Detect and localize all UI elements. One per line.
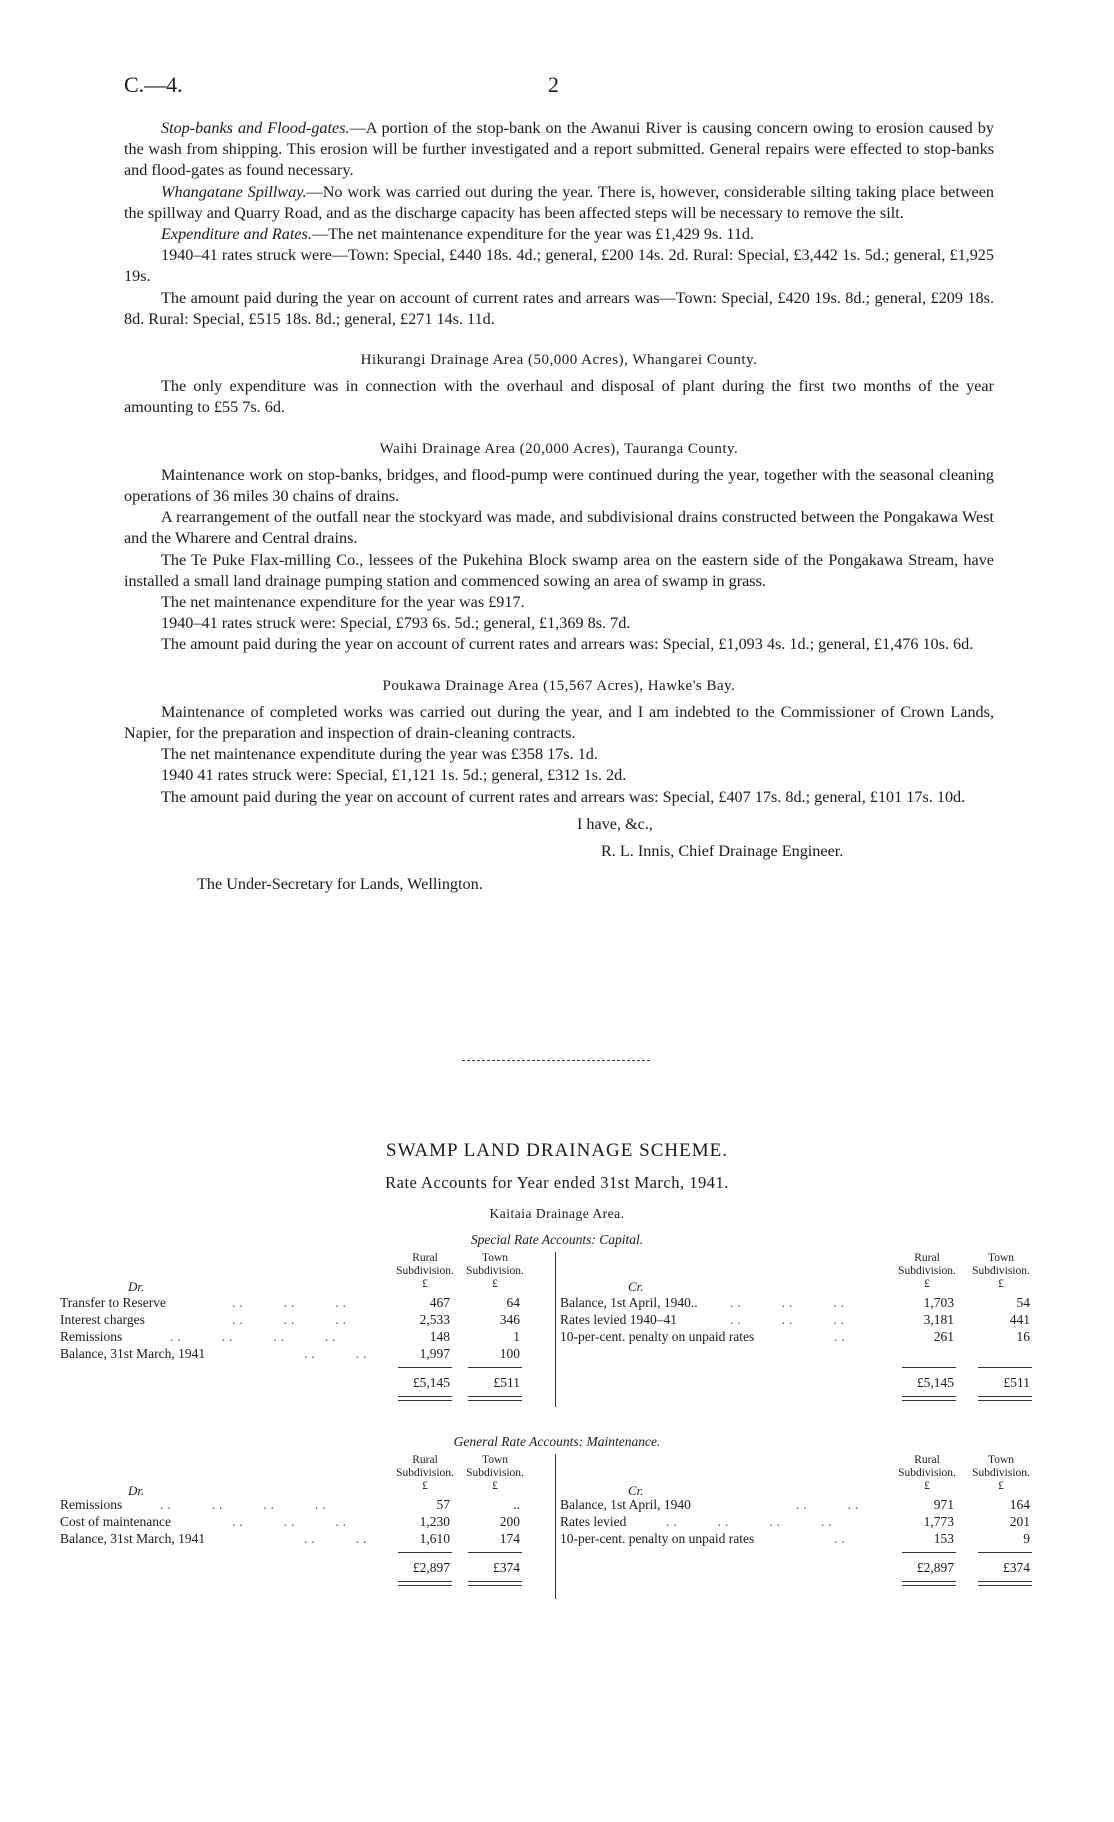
paragraph [124,182,994,224]
paragraph [124,245,994,287]
rural-total: £5,145 [412,1375,450,1390]
debit-row [60,1513,550,1530]
town-column-header: Town Subdivision. [972,1454,1030,1479]
total-rule [398,1581,452,1586]
total-rule [978,1581,1032,1586]
paragraph-text: —No work was carried out during the year. There is, however, considerable silting taking place between the spillway and Quarry Road, and as the discharge capacity has been affected steps will be necessary to remove the silt. [124,182,994,222]
row-label: Interest charges [60,1312,145,1327]
total-rule [902,1581,956,1586]
town-total: £374 [1003,1560,1030,1575]
paragraph: The amount paid during the year on account of current rates and arrears was: Special, £407 17s. 8d.; general, £101 17s. 10d. [161,787,966,806]
town-total: £511 [493,1375,520,1390]
row-label: Cost of maintenance [60,1514,171,1529]
row-label: Balance, 31st March, 1941 [60,1531,206,1546]
debit-row [60,1294,550,1311]
section-heading: Poukawa Drainage Area (15,567 Acres), Hawke's Bay. [382,677,736,694]
leader-dots: .. .. [796,1497,863,1512]
column-divider [555,1454,556,1599]
total-rule [902,1396,956,1401]
town-total: £374 [493,1560,520,1575]
salutation: I have, &c., [577,814,653,833]
row-label: Balance, 1st April, 1940.. [560,1295,698,1310]
paragraph [124,224,994,245]
town-column-header: Town Subdivision. [466,1454,524,1479]
currency-mark: £ [998,1278,1004,1290]
currency-mark: £ [924,1480,930,1492]
total-rule [398,1396,452,1401]
paragraph [124,118,994,182]
rural-value: 57 [436,1497,450,1512]
leader-dots: .. [834,1329,849,1344]
section-heading: Waihi Drainage Area (20,000 Acres), Tauranga County. [379,440,739,457]
account-table [60,1452,1054,1602]
paragraph: The net maintenance expenditute during the year was £358 17s. 1d. [161,745,598,764]
town-value: 1 [513,1329,520,1344]
paragraph-text: 1940–41 rates struck were—Town: Special, £440 18s. 4d.; general, £200 14s. 2d. Rural: Special, £3,442 1s. 5d.; general, £1,925 19s. [124,246,994,286]
paragraph-lead: Expenditure and Rates. [161,225,312,244]
row-label: Balance, 31st March, 1941 [60,1346,206,1361]
subtotal-rule [468,1367,522,1368]
rural-value: 2,533 [419,1312,450,1327]
paragraph: Maintenance of completed works was carried out during the year, and I am indebted to the Commissioner of Crown Lands, Napier, for the preparation and inspection of drain-cleaning contracts. [124,702,994,743]
paragraph-text: The amount paid during the year on account of current rates and arrears was—Town: Special, £420 19s. 8d.; general, £209 18s. 8d. Rural: Special, £515 18s. 8d.; general, £271 14s. 11d. [124,288,994,328]
debit-label: Dr. [128,1279,145,1294]
subtotal-rule [978,1367,1032,1368]
debit-row [60,1311,550,1328]
paragraph: 1940 41 rates struck were: Special, £1,121 1s. 5d.; general, £312 1s. 2d. [161,766,627,785]
currency-mark: £ [422,1278,428,1290]
credit-row [560,1311,1054,1328]
account-table [60,1250,1054,1410]
currency-mark: £ [492,1278,498,1290]
town-column-header: Town Subdivision. [972,1252,1030,1277]
leader-dots: .. .. [304,1531,371,1546]
total-rule [468,1581,522,1586]
rural-total: £5,145 [916,1375,954,1390]
rural-value: 3,181 [923,1312,954,1327]
paragraph-lead: Whangatane Spillway. [161,182,307,201]
debit-row [60,1345,550,1362]
paragraph-text: —A portion of the stop-bank on the Awanui River is causing concern owing to erosion caused by the wash from shipping. This erosion will be further investigated and a report submitted. General repairs were effected to stop-banks and flood-gates as found necessary. [124,119,994,180]
rural-total: £2,897 [916,1560,954,1575]
section-divider [462,1060,650,1061]
debit-label: Dr. [128,1483,145,1498]
rural-column-header: Rural Subdivision. [396,1252,454,1277]
rural-value: 1,997 [419,1346,450,1361]
rural-value: 1,230 [419,1514,450,1529]
credit-row [560,1530,1054,1547]
credit-row [560,1294,1054,1311]
currency-mark: £ [492,1480,498,1492]
report-body [124,118,994,896]
town-value: 9 [1023,1531,1030,1546]
rural-value: 148 [429,1329,450,1344]
paragraph: The amount paid during the year on account of current rates and arrears was: Special, £1,093 4s. 1d.; general, £1,476 10s. 6d. [161,635,974,654]
page-number: 2 [548,72,559,97]
subtotal-rule [398,1552,452,1553]
rural-value: 467 [429,1295,450,1310]
paragraph: A rearrangement of the outfall near the stockyard was made, and subdivisional drains constructed between the Pongakawa West and the Wharere and Central drains. [124,508,994,548]
rural-value: 1,703 [923,1295,954,1310]
town-value: 16 [1016,1329,1030,1344]
town-value: 441 [1009,1312,1030,1327]
subtotal-rule [902,1367,956,1368]
scheme-subtitle: Rate Accounts for Year ended 31st March, 1941. [385,1173,729,1192]
leader-dots: .. [834,1531,849,1546]
row-label: Remissions [60,1497,123,1512]
paragraph: Maintenance work on stop-banks, bridges, and flood-pump were continued during the year, together with the seasonal cleaning operations of 36 miles 30 chains of drains. [124,465,994,506]
total-rule [468,1396,522,1401]
addressee: The Under-Secretary for Lands, Wellington. [197,875,483,894]
town-value: 174 [499,1531,520,1546]
subtotal-rule [398,1367,452,1368]
drainage-area-title: Kaitaia Drainage Area. [489,1206,625,1221]
leader-dots: .. .. .. .. [170,1329,340,1344]
paragraph: 1940–41 rates struck were: Special, £793 6s. 5d.; general, £1,369 8s. 7d. [161,614,631,633]
town-value: 54 [1016,1295,1030,1310]
paragraph: The Te Puke Flax-milling Co., lessees of the Pukehina Block swamp area on the eastern side of the Pongakawa Stream, have installed a small land drainage pumping station and commenced sowing an area of swamp in grass. [124,550,994,590]
debit-row [60,1328,550,1345]
town-column-header: Town Subdivision. [466,1252,524,1277]
rural-value: 261 [933,1329,954,1344]
subtotal-rule [468,1552,522,1553]
rural-value: 971 [933,1497,954,1512]
currency-mark: £ [998,1480,1004,1492]
rural-column-header: Rural Subdivision. [396,1454,454,1479]
debit-row [60,1530,550,1547]
leader-dots: .. .. .. [232,1295,350,1310]
total-rule [978,1396,1032,1401]
credit-label: Cr. [628,1279,644,1294]
scheme-title: SWAMP LAND DRAINAGE SCHEME. [386,1140,728,1161]
series-reference: C.—4. [124,72,183,97]
paragraph [124,288,994,330]
credit-row [560,1328,1054,1345]
town-value: 346 [499,1312,520,1327]
currency-mark: £ [924,1278,930,1290]
leader-dots: .. .. .. .. [160,1497,330,1512]
paragraph-text: —The net maintenance expenditure for the year was £1,429 9s. 11d. [311,225,755,244]
credit-row [560,1513,1054,1530]
row-label: Balance, 1st April, 1940 [560,1497,691,1512]
town-value: 200 [499,1514,520,1529]
town-total: £511 [1003,1375,1030,1390]
column-divider [555,1252,556,1407]
rural-value: 1,610 [419,1531,450,1546]
leader-dots: .. .. .. [730,1312,848,1327]
town-value: 100 [499,1346,520,1361]
town-value: 64 [506,1295,520,1310]
rural-total: £2,897 [412,1560,450,1575]
row-label: Rates levied [560,1514,627,1529]
leader-dots: .. .. [304,1346,371,1361]
currency-mark: £ [422,1480,428,1492]
credit-label: Cr. [628,1483,644,1498]
town-value: .. [513,1497,520,1512]
rural-value: 1,773 [923,1514,954,1529]
rural-value: 153 [933,1531,954,1546]
section-heading: Hikurangi Drainage Area (50,000 Acres), Whangarei County. [360,352,758,369]
signature: R. L. Innis, Chief Drainage Engineer. [601,842,844,861]
debit-row [60,1496,550,1513]
row-label: 10-per-cent. penalty on unpaid rates [560,1329,755,1344]
paragraph: The net maintenance expenditure for the year was £917. [161,593,525,612]
leader-dots: .. .. .. [730,1295,848,1310]
rural-column-header: Rural Subdivision. [898,1454,956,1479]
row-label: 10-per-cent. penalty on unpaid rates [560,1531,755,1546]
town-value: 201 [1009,1514,1030,1529]
account-title: General Rate Accounts: Maintenance. [453,1434,661,1449]
leader-dots: .. .. .. [232,1514,350,1529]
rural-column-header: Rural Subdivision. [898,1252,956,1277]
row-label: Remissions [60,1329,123,1344]
paragraph: The only expenditure was in connection with the overhaul and disposal of plant during the first two months of the year amounting to £55 7s. 6d. [124,377,994,417]
leader-dots: .. .. .. .. [666,1514,836,1529]
town-value: 164 [1009,1497,1030,1512]
paragraph-lead: Stop-banks and Flood-gates. [161,119,350,137]
account-title: Special Rate Accounts: Capital. [470,1232,644,1247]
subtotal-rule [902,1552,956,1553]
row-label: Rates levied 1940–41 [560,1312,677,1327]
subtotal-rule [978,1552,1032,1553]
credit-row [560,1496,1054,1513]
leader-dots: .. .. .. [232,1312,350,1327]
row-label: Transfer to Reserve [60,1295,166,1310]
